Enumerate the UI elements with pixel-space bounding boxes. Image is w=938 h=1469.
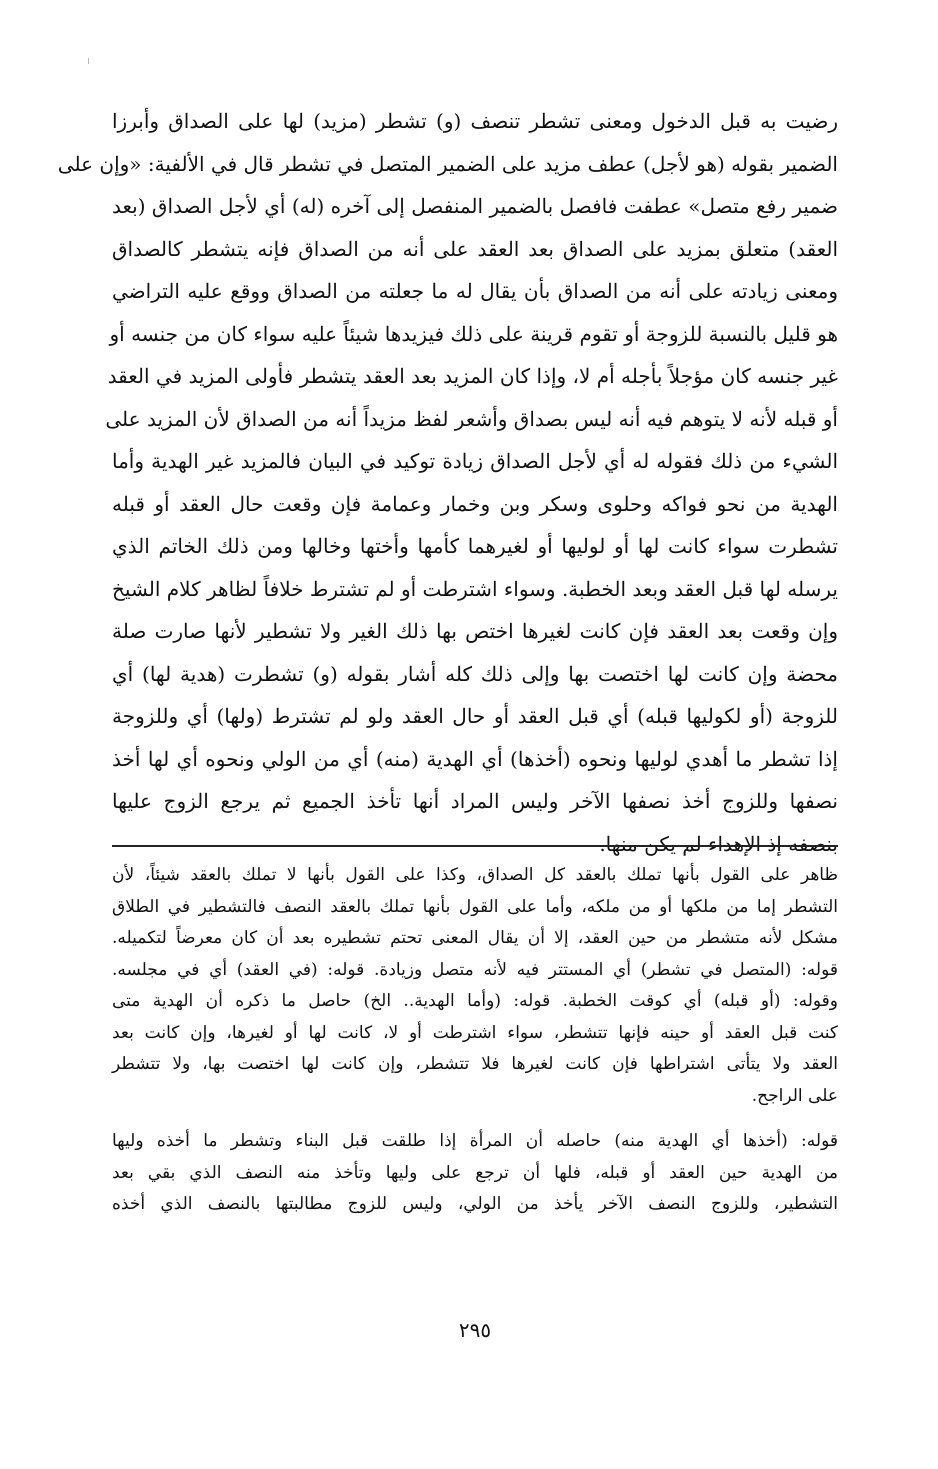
- scan-mark: [88, 58, 89, 64]
- footnote-line: وقوله: (أو قبله) أي كوقت الخطبة. قوله: (وأما الهدية.. الخ) حاصل ما ذكره أن الهدية متى: [112, 991, 838, 1011]
- main-text-line: رضيت به قبل الدخول ومعنى تشطر تنصف (و) تشطر (مزيد) لها على الصداق وأبرزا: [112, 109, 838, 133]
- main-text-line: غير جنسه كان مؤجلاً بأجله أم لا، وإذا كان المزيد بعد العقد يتشطر فأولى المزيد في العقد: [107, 364, 838, 388]
- footnote-line: التشطير، وللزوج النصف الآخر يأخذ من الولي، وليس للزوج مطالبتها بالنصف الذي أخذه: [112, 1194, 838, 1214]
- main-text-line: نصفها وللزوج أخذ نصفها الآخر وليس المراد أنها تأخذ الجميع ثم يرجع الزوج عليها: [112, 789, 838, 813]
- main-text-line: الضمير بقوله (هو لأجل) عطف مزيد على الضمير المتصل في تشطر قال في الألفية: «وإن على: [57, 151, 838, 176]
- main-text-line: العقد) متعلق بمزيد على الصداق بعد العقد على أنه من الصداق فإنه يتشطر كالصداق: [112, 236, 839, 261]
- main-text-line: أو قبله لأنه لا يتوهم فيه أنه ليس بصداق وأشعر لفظ مزيداً أنه من الصداق لأن المزيد على: [105, 406, 838, 431]
- main-text-line: تشطرت سواء كانت لها أو لوليها أو لغيرهما كأمها وأختها وخالها ومن ذلك الخاتم الذي: [112, 534, 838, 558]
- main-text-line: هو قليل بالنسبة للزوجة أو تقوم قرينة على ذلك فيزيدها شيئاً عليه سواء كان من جنسه أو: [109, 321, 838, 346]
- footnote-paragraph: [112, 1126, 838, 1221]
- main-text-line: ومعنى زيادته على أنه من الصداق بأن يقال له ما جعلته من الصداق ووقع عليه التراضي: [112, 279, 838, 303]
- main-text-block: [57, 100, 839, 865]
- footnote-divider: [112, 845, 838, 847]
- main-text-line: للزوجة (أو لكوليها قبله) أي قبل العقد أو حال العقد ولو لم تشترط (ولها) أي وللزوجة: [112, 704, 838, 728]
- footnote-line: ظاهر على القول بأنها تملك بالعقد كل الصداق، وكذا على القول بأنها لا تملك بالعقد شيئاً، لأن: [112, 865, 838, 885]
- footnote-line: قوله: (أخذها أي الهدية منه) حاصله أن المرأة إذا طلقت قبل البناء وتشطر ما أخذه وليها: [112, 1131, 838, 1151]
- main-text-line: الهدية من نحو فواكه وحلوى وسكر وبن وخمار وعمامة فإن وقعت حال العقد أو قبله: [112, 491, 838, 516]
- main-text-line: ضمير رفع متصل» عطفت فافصل بالضمير المنفصل إلى آخره (له) أي لأجل الصداق (بعد: [112, 194, 838, 218]
- page-number: ٢٩٥: [458, 1318, 492, 1342]
- footnote-line: العقد ولا يتأتى اشتراطها فإن كانت لغيرها فلا تتشطر، وإن كانت لها اختصت بها، ولا تتشطر: [112, 1054, 838, 1074]
- main-text-line: وإن وقعت بعد العقد فإن كانت لغيرها اختص بها ذلك الغير ولا تشطير لأنها صارت صلة: [112, 619, 838, 643]
- footnote-line: من الهدية حين العقد أو قبله، فلها أن ترجع على وليها وتأخذ منه النصف الذي بقي بعد: [112, 1162, 838, 1183]
- main-text-line: بنصفه إذ الإهداء لم يكن منها.: [599, 831, 838, 856]
- footnote-line: مشكل لأنه متشطر من حين العقد، إلا أن يقال المعنى تحتم تشطيره بعد أن كان معرضاً لتكميله.: [112, 928, 838, 948]
- main-text-line: يرسله لها قبل العقد وبعد الخطبة. وسواء اشترطت أو لم تشترط خلافاً لظاهر كلام الشيخ: [112, 576, 838, 601]
- main-text-line: الشيء من ذلك فقوله له أي لأجل الصداق زيادة توكيد في البيان فالمزيد غير الهدية وأما: [112, 449, 839, 473]
- footnotes-block: [112, 860, 838, 1221]
- footnote-line: على الراجح.: [751, 1085, 838, 1106]
- book-page: [57, 100, 839, 1342]
- main-text-line: إذا تشطر ما أهدي لوليها ونحوه (أخذها) أي الهدية (منه) أي من الولي ونحوه أي لها أخذ: [112, 746, 838, 771]
- footnote-line: التشطر إما من ملكها أو من ملكه، وأما على القول بأنها تملك بالعقد النصف فالتشطير في الطلاق: [112, 896, 838, 917]
- footnote-paragraph: [112, 860, 838, 1112]
- main-text-line: محضة وإن كانت لها اختصت بها وإلى ذلك كله أشار بقوله (و) تشطرت (هدية لها) أي: [112, 661, 838, 686]
- footnote-line: قوله: (المتصل في تشطر) أي المستتر فيه لأنه متصل وزيادة. قوله: (في العقد) أي في مجلسه.: [112, 959, 838, 980]
- footnote-line: كنت قبل العقد أو حينه فإنها تتشطر، سواء اشترطت أو لا، كانت لها أو لغيرها، وإن كانت بعد: [112, 1022, 838, 1043]
- paragraph-gap: [112, 1112, 838, 1126]
